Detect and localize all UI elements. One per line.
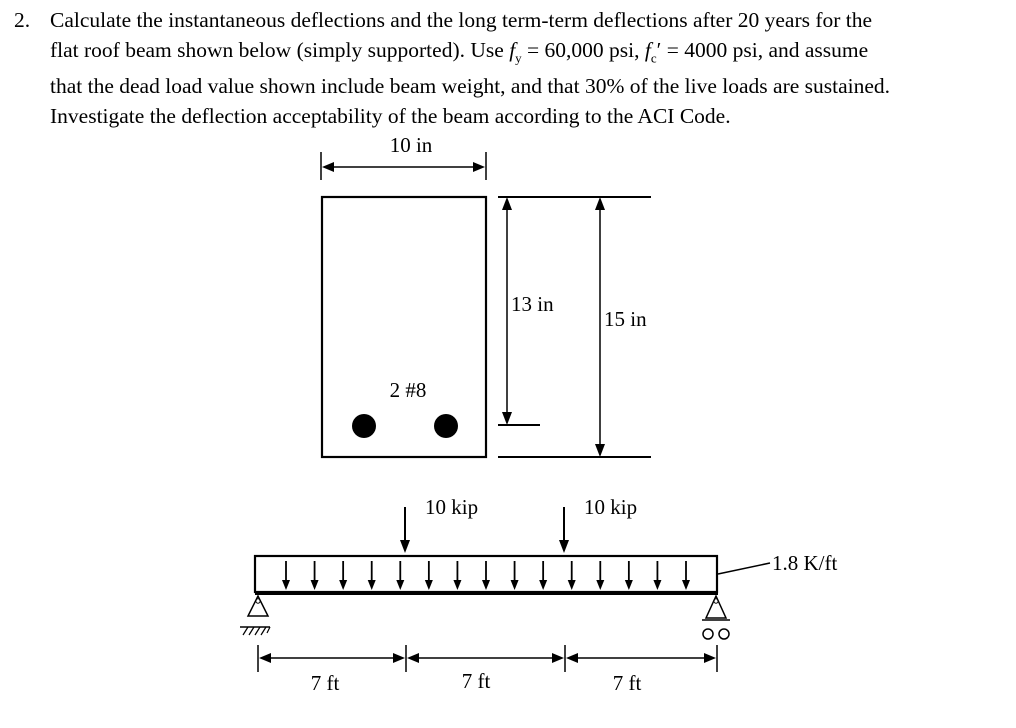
distributed-load-arrow [682, 561, 690, 590]
distributed-load-arrow [425, 561, 433, 590]
fy-symbol: f [509, 37, 516, 62]
distributed-load-arrow [282, 561, 290, 590]
span-3-label: 7 ft [612, 671, 642, 695]
span-2-label: 7 ft [461, 669, 491, 693]
distributed-load-arrow [453, 561, 461, 590]
distributed-load-arrow [539, 561, 547, 590]
rebar-right [434, 414, 458, 438]
problem-number: 2. [14, 8, 31, 32]
span-1-label: 7 ft [310, 671, 340, 695]
distributed-load-arrow [368, 561, 376, 590]
beam-elevation [240, 495, 837, 695]
distributed-load-arrow [596, 561, 604, 590]
distributed-load-arrow [625, 561, 633, 590]
point-load-left-label: 10 kip [425, 495, 479, 519]
fy-subscript: y [515, 49, 522, 65]
fc-symbol: f [644, 37, 651, 62]
fy-value: = 60,000 psi, [521, 37, 645, 62]
distributed-load-arrow [482, 561, 490, 590]
point-load-right-label: 10 kip [584, 495, 638, 519]
distributed-load [255, 551, 837, 592]
distributed-load-arrow [568, 561, 576, 590]
total-depth-label: 15 in [604, 307, 647, 331]
rebar-left [352, 414, 376, 438]
distributed-load-arrow [339, 561, 347, 590]
effective-depth-label: 13 in [511, 292, 554, 316]
distributed-load-arrow [311, 561, 319, 590]
problem-line-4: Investigate the deflection acceptability of the beam according to the ACI Code. [50, 103, 731, 128]
fc-subscript: c [650, 49, 657, 65]
distributed-load-arrow [511, 561, 519, 590]
roller-support [702, 596, 730, 639]
distributed-load-arrow [396, 561, 404, 590]
width-label: 10 in [389, 133, 433, 157]
cross-section [321, 133, 651, 457]
distributed-load-arrows [282, 561, 690, 590]
span-dimensions [258, 645, 717, 695]
problem-line-2-text: flat roof beam shown below (simply supported). Use [50, 37, 510, 62]
effective-depth-dimension [498, 197, 554, 425]
pin-support [240, 596, 270, 635]
problem-line-1: Calculate the instantaneous deflections and the long term-term deflections after 20 years for the [50, 8, 873, 32]
rebar-label: 2 #8 [389, 378, 427, 402]
distributed-load-arrow [653, 561, 661, 590]
total-depth-dimension [498, 197, 651, 457]
width-dimension [321, 133, 486, 180]
problem-line-3: that the dead load value shown include beam weight, and that 30% of the live loads are sustained. [50, 74, 891, 99]
point-load-right [559, 495, 637, 553]
distributed-load-label: 1.8 K/ft [772, 551, 838, 575]
section-outline [322, 197, 486, 457]
fc-value: ′ = 4000 psi, and assume [656, 37, 869, 62]
point-load-left [400, 495, 478, 553]
